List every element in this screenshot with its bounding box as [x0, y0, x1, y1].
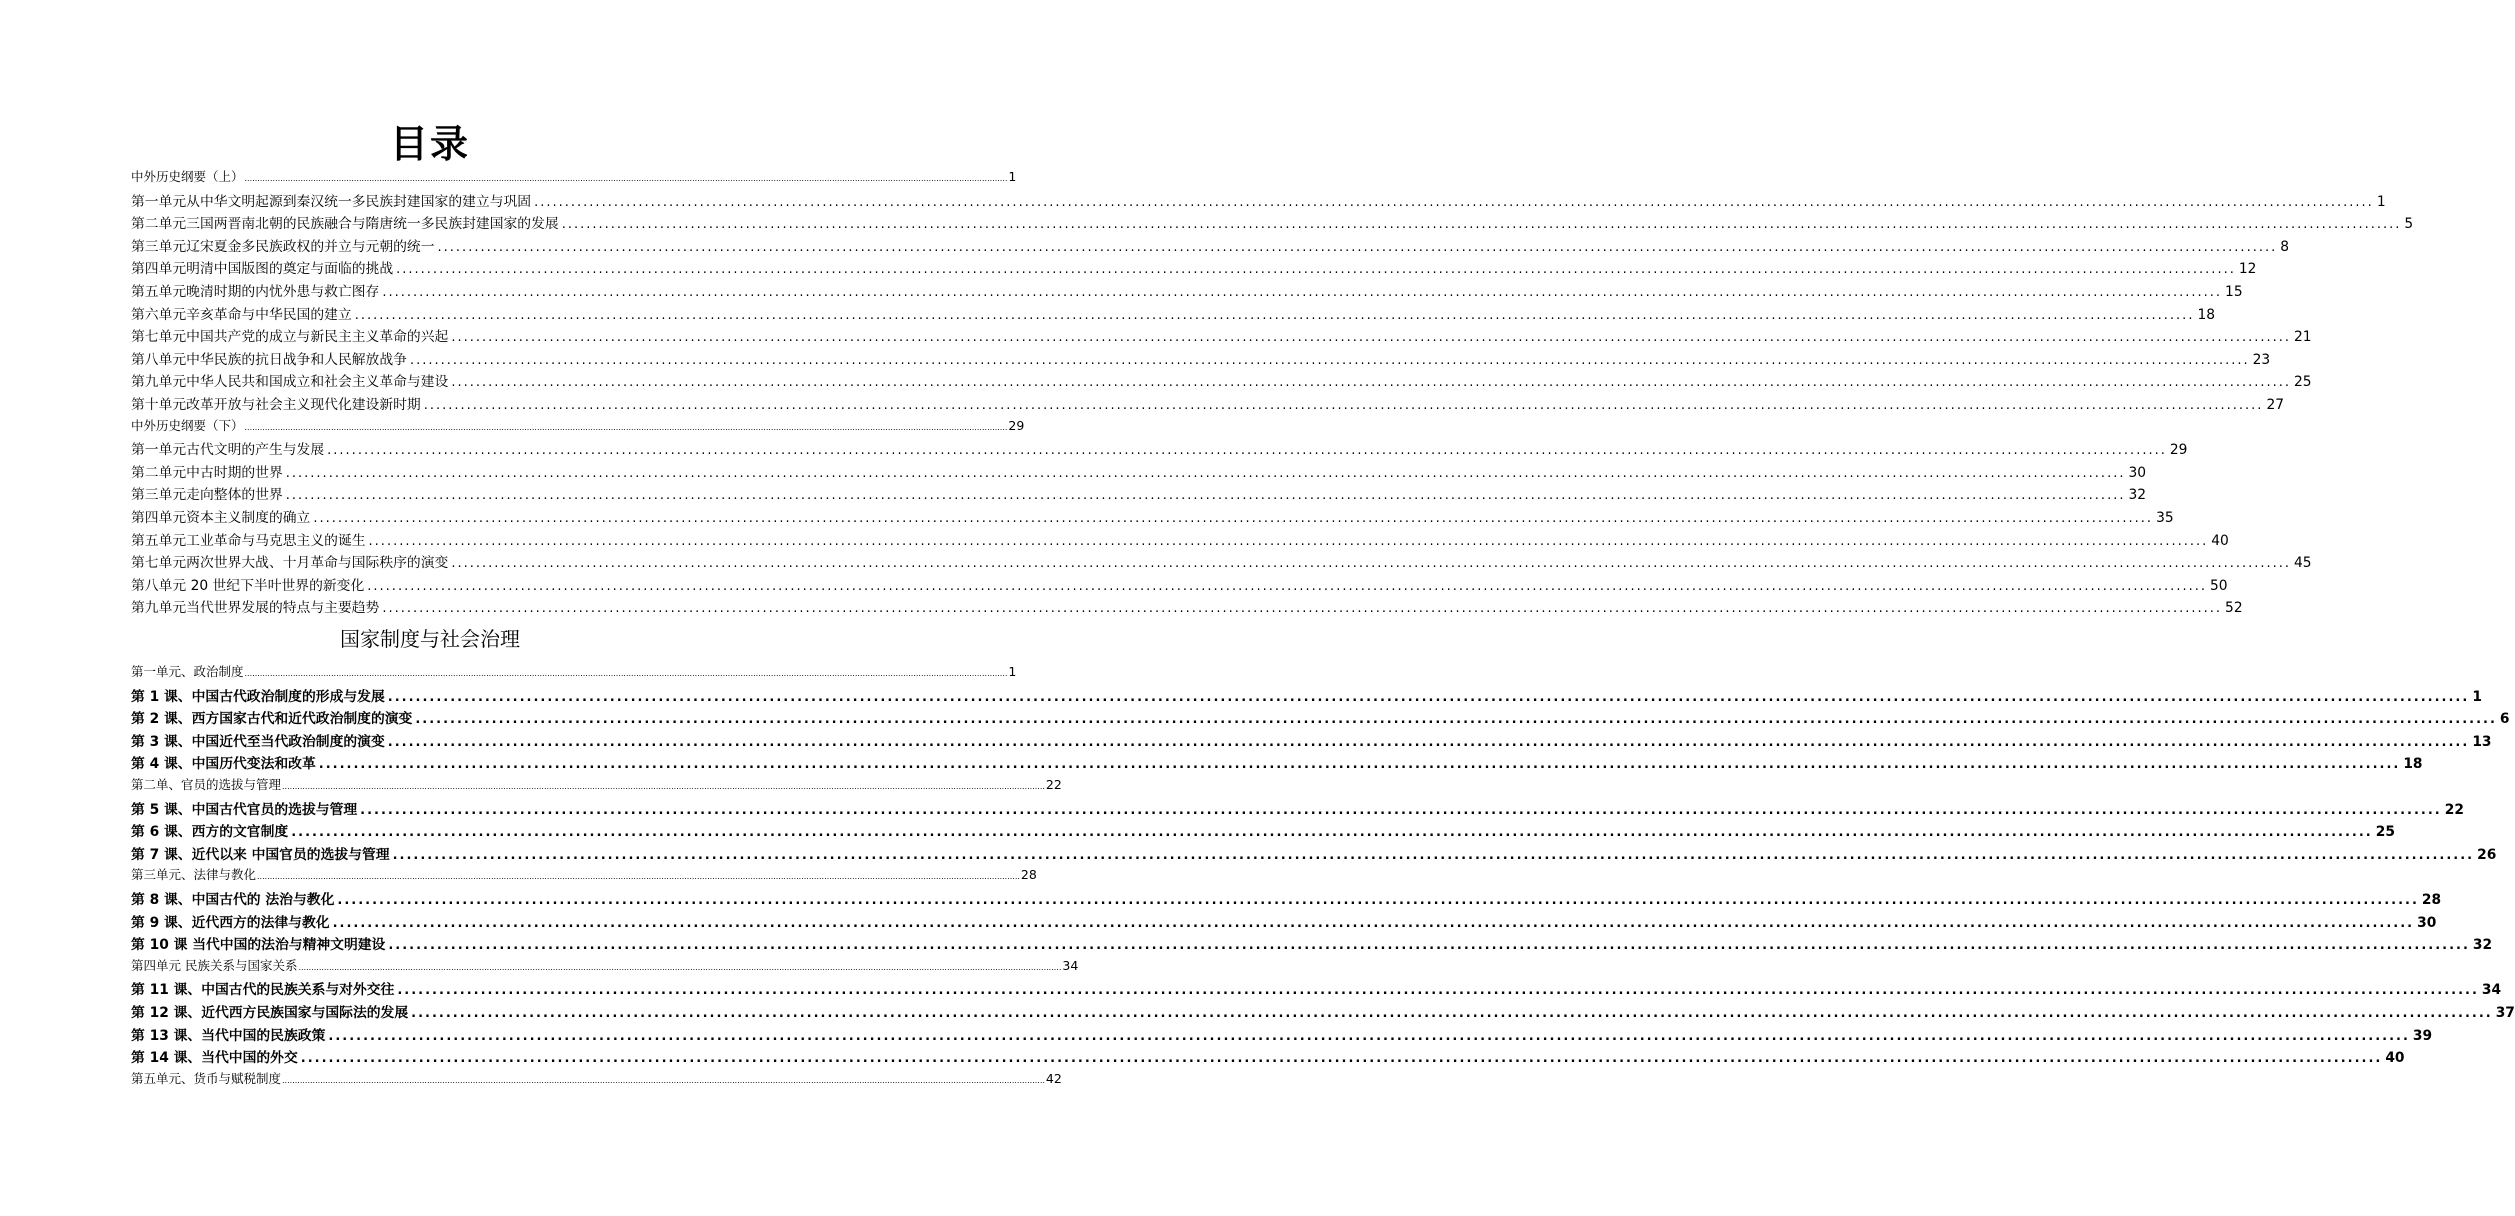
toc-entry-page-number: 39 [2412, 1027, 2433, 1044]
toc-entry-page-number: 35 [2156, 509, 2174, 526]
dot-leader: ............................................................................................................................................................................................................................................................................................................ [409, 352, 2250, 368]
toc-entry-page-number: 45 [2294, 555, 2312, 572]
toc-entry-page-number: 28 [2421, 891, 2442, 908]
dot-leader: ............................................................................................................................................................................................................................................................................................................ [244, 669, 1008, 678]
dot-leader: ............................................................................................................................................................................................................................................................................................................ [318, 757, 2401, 773]
toc-entry-title: 第七单元两次世界大战、十月革命与国际秩序的演变 [131, 555, 449, 572]
toc-entry-title: 第四单元资本主义制度的确立 [131, 509, 311, 526]
toc-entry-page-number: 12 [2238, 261, 2257, 278]
toc-entry-lesson[interactable] [131, 1024, 2433, 1047]
dot-leader: ............................................................................................................................................................................................................................................................................................................ [561, 217, 2402, 233]
toc-entry-title: 第五单元、货币与赋税制度 [131, 1070, 282, 1086]
toc-entry-unit[interactable] [131, 370, 2312, 393]
dot-leader: ............................................................................................................................................................................................................................................................................................................ [388, 938, 2470, 954]
toc-entry-page-number: 34 [1062, 957, 1079, 973]
dot-leader: ............................................................................................................................................................................................................................................................................................................ [368, 533, 2209, 549]
toc-entry-title: 第 4 课、中国历代变法和改革 [131, 756, 316, 773]
dot-leader: ............................................................................................................................................................................................................................................................................................................ [327, 443, 2167, 459]
toc-entry-title: 第 11 课、中国古代的民族关系与对外交往 [131, 982, 395, 999]
toc-entry-title: 第一单元从中华文明起源到秦汉统一多民族封建国家的建立与巩固 [131, 193, 532, 210]
toc-entry-unit[interactable] [131, 348, 2271, 371]
dot-leader: ............................................................................................................................................................................................................................................................................................................ [282, 781, 1045, 791]
table-of-contents-history [131, 167, 2414, 619]
toc-entry-title: 第 3 课、中国近代至当代政治制度的演变 [131, 733, 385, 750]
dot-leader: ............................................................................................................................................................................................................................................................................................................ [332, 915, 2415, 931]
dot-leader: ............................................................................................................................................................................................................................................................................................................ [382, 284, 2223, 300]
toc-entry-page-number: 34 [2481, 982, 2502, 999]
dot-leader: ............................................................................................................................................................................................................................................................................................................ [313, 510, 2154, 526]
toc-entry-part[interactable] [131, 662, 1017, 685]
toc-entry-unit[interactable] [131, 235, 2290, 258]
toc-entry-page-number: 18 [2197, 306, 2216, 323]
toc-entry-lesson[interactable] [131, 843, 2497, 866]
toc-entry-page-number: 15 [2225, 283, 2243, 300]
dot-leader: ............................................................................................................................................................................................................................................................................................................ [534, 194, 2374, 210]
toc-entry-part[interactable] [131, 416, 1025, 439]
toc-entry-title: 第 5 课、中国古代官员的选拔与管理 [131, 801, 358, 818]
toc-entry-page-number: 6 [2499, 711, 2510, 728]
toc-entry-page-number: 27 [2266, 396, 2284, 413]
toc-entry-lesson[interactable] [131, 911, 2437, 934]
toc-entry-page-number: 40 [2385, 1050, 2405, 1067]
dot-leader: ............................................................................................................................................................................................................................................................................................................ [328, 1028, 2410, 1044]
dot-leader: ............................................................................................................................................................................................................................................................................................................ [337, 892, 2419, 908]
dot-leader: ............................................................................................................................................................................................................................................................................................................ [244, 422, 1008, 432]
toc-entry-lesson[interactable] [131, 685, 2482, 708]
toc-entry-unit[interactable] [131, 325, 2312, 348]
toc-entry-page-number: 40 [2211, 532, 2229, 549]
toc-entry-title: 第 6 课、西方的文官制度 [131, 824, 289, 841]
dot-leader: ............................................................................................................................................................................................................................................................................................................ [285, 488, 2126, 504]
dot-leader: ............................................................................................................................................................................................................................................................................................................ [367, 578, 2207, 594]
toc-entry-page-number: 26 [2477, 846, 2497, 863]
toc-entry-page-number: 42 [1045, 1070, 1062, 1086]
toc-entry-unit[interactable] [131, 257, 2257, 280]
toc-entry-lesson[interactable] [131, 730, 2492, 753]
toc-entry-title: 第三单元、法律与教化 [131, 867, 257, 883]
toc-entry-unit[interactable] [131, 551, 2312, 574]
toc-entry-page-number: 18 [2403, 756, 2423, 773]
toc-entry-lesson[interactable] [131, 752, 2423, 775]
toc-entry-unit[interactable] [131, 483, 2147, 506]
dot-leader: ............................................................................................................................................................................................................................................................................................................ [397, 983, 2479, 999]
toc-entry-part[interactable] [131, 775, 1062, 798]
toc-entry-title: 第 1 课、中国古代政治制度的形成与发展 [131, 688, 385, 705]
dot-leader: ............................................................................................................................................................................................................................................................................................................ [415, 712, 2497, 728]
toc-entry-page-number: 29 [2169, 442, 2188, 459]
toc-entry-lesson[interactable] [131, 1001, 2515, 1024]
toc-entry-unit[interactable] [131, 303, 2216, 326]
dot-leader: ............................................................................................................................................................................................................................................................................................................ [354, 307, 2195, 323]
dot-leader: ............................................................................................................................................................................................................................................................................................................ [291, 825, 2373, 841]
dot-leader: ............................................................................................................................................................................................................................................................................................................ [387, 689, 2470, 705]
toc-entry-lesson[interactable] [131, 888, 2442, 911]
toc-entry-title: 第七单元中国共产党的成立与新民主主义革命的兴起 [131, 329, 449, 346]
dot-leader: ............................................................................................................................................................................................................................................................................................................ [282, 1075, 1045, 1085]
toc-entry-part[interactable] [131, 956, 1079, 979]
dot-leader: ............................................................................................................................................................................................................................................................................................................ [387, 734, 2470, 750]
toc-entry-page-number: 1 [1008, 169, 1017, 184]
toc-entry-page-number: 29 [1008, 417, 1025, 433]
toc-entry-title: 中外历史纲要（下） [131, 417, 244, 433]
toc-entry-page-number: 30 [2128, 464, 2147, 481]
dot-leader: ............................................................................................................................................................................................................................................................................................................ [298, 962, 1062, 972]
dot-leader: ............................................................................................................................................................................................................................................................................................................ [451, 556, 2292, 572]
dot-leader: ............................................................................................................................................................................................................................................................................................................ [423, 397, 2264, 413]
toc-entry-unit[interactable] [131, 190, 2386, 213]
toc-entry-title: 第 9 课、近代西方的法律与教化 [131, 914, 330, 931]
dot-leader: ............................................................................................................................................................................................................................................................................................................ [257, 872, 1020, 882]
toc-entry-unit[interactable] [131, 438, 2188, 461]
toc-entry-title: 第二单、官员的选拔与管理 [131, 776, 282, 792]
toc-entry-part[interactable] [131, 167, 1017, 190]
toc-entry-page-number: 13 [2472, 733, 2492, 750]
toc-entry-page-number: 25 [2375, 824, 2395, 841]
toc-entry-lesson[interactable] [131, 933, 2493, 956]
toc-entry-lesson[interactable] [131, 1046, 2405, 1069]
dot-leader: ............................................................................................................................................................................................................................................................................................................ [411, 1005, 2493, 1021]
toc-entry-unit[interactable] [131, 574, 2228, 597]
toc-entry-title: 第一单元、政治制度 [131, 664, 244, 679]
dot-leader: ............................................................................................................................................................................................................................................................................................................ [244, 174, 1008, 183]
toc-entry-lesson[interactable] [131, 820, 2395, 843]
toc-entry-unit[interactable] [131, 461, 2147, 484]
toc-entry-unit[interactable] [131, 280, 2243, 303]
toc-entry-title: 第二单元中古时期的世界 [131, 464, 283, 481]
toc-entry-title: 第五单元工业革命与马克思主义的诞生 [131, 532, 366, 549]
toc-entry-page-number: 22 [1045, 776, 1062, 792]
toc-entry-unit[interactable] [131, 529, 2229, 552]
toc-entry-title: 第 13 课、当代中国的民族政策 [131, 1027, 326, 1044]
toc-entry-title: 第五单元晚清时期的内忧外患与救亡图存 [131, 283, 380, 300]
toc-entry-page-number: 28 [1020, 867, 1037, 883]
section-heading-state-governance: 国家制度与社会治理 [340, 627, 520, 651]
dot-leader: ............................................................................................................................................................................................................................................................................................................ [382, 601, 2223, 617]
toc-entry-title: 第九单元中华人民共和国成立和社会主义革命与建设 [131, 374, 449, 391]
toc-entry-title: 第三单元走向整体的世界 [131, 487, 283, 504]
toc-entry-title: 第 10 课 当代中国的法治与精神文明建设 [131, 937, 386, 954]
toc-entry-lesson[interactable] [131, 798, 2464, 821]
toc-entry-lesson[interactable] [131, 978, 2502, 1001]
toc-entry-title: 第 2 课、西方国家古代和近代政治制度的演变 [131, 711, 413, 728]
dot-leader: ............................................................................................................................................................................................................................................................................................................ [437, 239, 2278, 255]
toc-entry-title: 第三单元辽宋夏金多民族政权的并立与元朝的统一 [131, 238, 435, 255]
toc-entry-unit[interactable] [131, 393, 2284, 416]
dot-leader: ............................................................................................................................................................................................................................................................................................................ [396, 262, 2236, 278]
toc-entry-page-number: 52 [2225, 600, 2243, 617]
toc-entry-title: 第九单元当代世界发展的特点与主要趋势 [131, 600, 380, 617]
dot-leader: ............................................................................................................................................................................................................................................................................................................ [360, 802, 2442, 818]
toc-entry-title: 第六单元辛亥革命与中华民国的建立 [131, 306, 352, 323]
toc-entry-part[interactable] [131, 1069, 1062, 1092]
dot-leader: ............................................................................................................................................................................................................................................................................................................ [285, 465, 2126, 481]
toc-entry-title: 第八单元中华民族的抗日战争和人民解放战争 [131, 351, 407, 368]
toc-entry-page-number: 5 [2404, 216, 2414, 233]
dot-leader: ............................................................................................................................................................................................................................................................................................................ [451, 375, 2292, 391]
table-of-contents-governance [131, 662, 2515, 1091]
toc-entry-page-number: 32 [2472, 937, 2493, 954]
toc-entry-page-number: 8 [2280, 238, 2290, 255]
toc-entry-title: 第 14 课、当代中国的外交 [131, 1050, 298, 1067]
toc-entry-unit[interactable] [131, 212, 2414, 235]
toc-entry-unit[interactable] [131, 506, 2174, 529]
toc-entry-title: 第四单元 民族关系与国家关系 [131, 957, 298, 973]
toc-entry-title: 第 8 课、中国古代的 法治与教化 [131, 891, 335, 908]
toc-entry-title: 第四单元明清中国版图的奠定与面临的挑战 [131, 261, 394, 278]
toc-entry-page-number: 50 [2209, 577, 2228, 594]
toc-entry-page-number: 23 [2252, 351, 2271, 368]
toc-entry-title: 第 12 课、近代西方民族国家与国际法的发展 [131, 1004, 409, 1021]
toc-entry-page-number: 22 [2444, 801, 2464, 818]
toc-entry-title: 第一单元古代文明的产生与发展 [131, 442, 325, 459]
toc-entry-page-number: 21 [2294, 329, 2312, 346]
toc-entry-unit[interactable] [131, 596, 2243, 619]
toc-entry-page-number: 1 [2472, 688, 2482, 705]
dot-leader: ............................................................................................................................................................................................................................................................................................................ [451, 330, 2292, 346]
toc-entry-page-number: 25 [2294, 374, 2312, 391]
toc-entry-title: 第 7 课、近代以来 中国官员的选拔与管理 [131, 846, 390, 863]
toc-entry-page-number: 30 [2417, 914, 2437, 931]
page-title: 目录 [389, 122, 470, 166]
toc-entry-title: 第十单元改革开放与社会主义现代化建设新时期 [131, 396, 421, 413]
toc-entry-part[interactable] [131, 865, 1037, 888]
dot-leader: ............................................................................................................................................................................................................................................................................................................ [300, 1051, 2383, 1067]
toc-entry-lesson[interactable] [131, 707, 2510, 730]
toc-entry-page-number: 1 [1008, 664, 1017, 679]
toc-entry-page-number: 37 [2495, 1004, 2515, 1021]
toc-entry-title: 中外历史纲要（上） [131, 169, 244, 184]
toc-entry-title: 第二单元三国两晋南北朝的民族融合与隋唐统一多民族封建国家的发展 [131, 216, 559, 233]
toc-entry-page-number: 1 [2376, 193, 2386, 210]
toc-entry-title: 第八单元 20 世纪下半叶世界的新变化 [131, 577, 365, 594]
toc-entry-page-number: 32 [2128, 487, 2147, 504]
dot-leader: ............................................................................................................................................................................................................................................................................................................ [392, 847, 2475, 863]
